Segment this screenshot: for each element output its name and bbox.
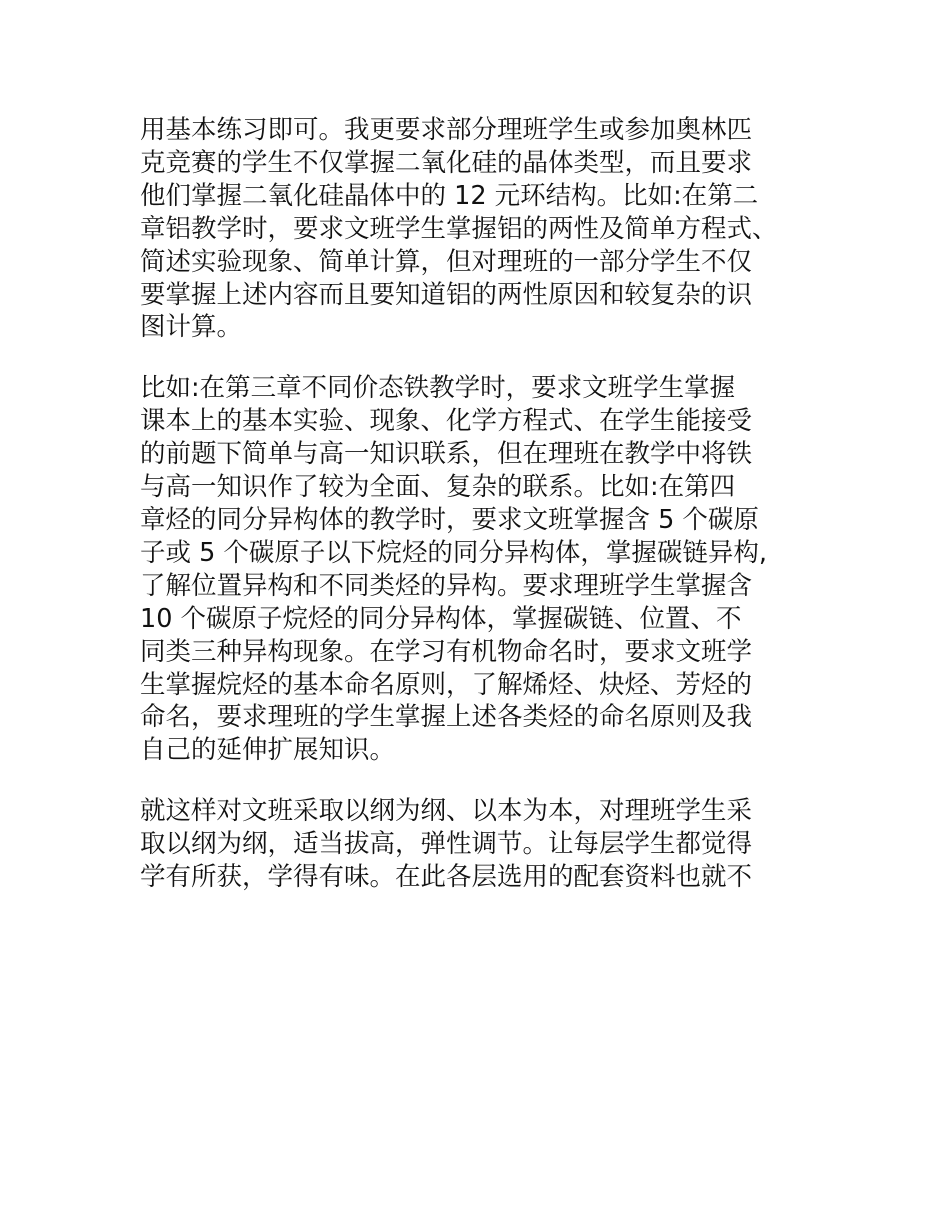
text-line: 课本上的基本实验、现象、化学方程式、在学生能接受	[140, 406, 753, 437]
text-line: 同类三种异构现象。在学习有机物命名时，要求文班学	[140, 636, 753, 667]
paragraph-1	[140, 114, 820, 344]
text-line: 的前题下简单与高一知识联系，但在理班在教学中将铁	[140, 439, 753, 470]
text-line: 要掌握上述内容而且要知道铝的两性原因和较复杂的识	[140, 279, 753, 310]
text-line: 10 个碳原子烷烃的同分异构体，掌握碳链、位置、不	[140, 603, 742, 634]
text-line: 简述实验现象、简单计算，但对理班的一部分学生不仅	[140, 246, 753, 277]
text-line: 取以纲为纲，适当拔高，弹性调节。让每层学生都觉得	[140, 829, 753, 860]
text-line: 用基本练习即可。我更要求部分理班学生或参加奥林匹	[140, 115, 753, 145]
text-line: 了解位置异构和不同类烃的异构。要求理班学生掌握含	[140, 570, 753, 601]
text-line: 就这样对文班采取以纲为纲、以本为本，对理班学生采	[140, 796, 753, 827]
paragraph-3	[140, 795, 820, 894]
text-line: 与高一知识作了较为全面、复杂的联系。比如:在第四	[140, 472, 736, 503]
paragraph-2	[140, 372, 820, 767]
text-line: 自己的延伸扩展知识。	[140, 735, 396, 766]
document-page	[140, 114, 820, 922]
text-line: 图计算。	[140, 312, 243, 343]
text-line: 章铝教学时，要求文班学生掌握铝的两性及简单方程式、	[140, 213, 778, 244]
text-line: 子或 5 个碳原子以下烷烃的同分异构体，掌握碳链异构,	[140, 537, 768, 568]
text-line: 克竞赛的学生不仅掌握二氧化硅的晶体类型，而且要求	[140, 147, 753, 178]
text-line: 比如:在第三章不同价态铁教学时，要求文班学生掌握	[140, 373, 736, 404]
text-line: 生掌握烷烃的基本命名原则，了解烯烃、炔烃、芳烃的	[140, 669, 753, 700]
text-line: 章烃的同分异构体的教学时，要求文班掌握含 5 个碳原	[140, 504, 759, 535]
text-line: 他们掌握二氧化硅晶体中的 12 元环结构。比如:在第二	[140, 180, 759, 211]
text-line: 命名，要求理班的学生掌握上述各类烃的命名原则及我	[140, 702, 753, 733]
text-line: 学有所获，学得有味。在此各层选用的配套资料也就不	[140, 862, 753, 893]
